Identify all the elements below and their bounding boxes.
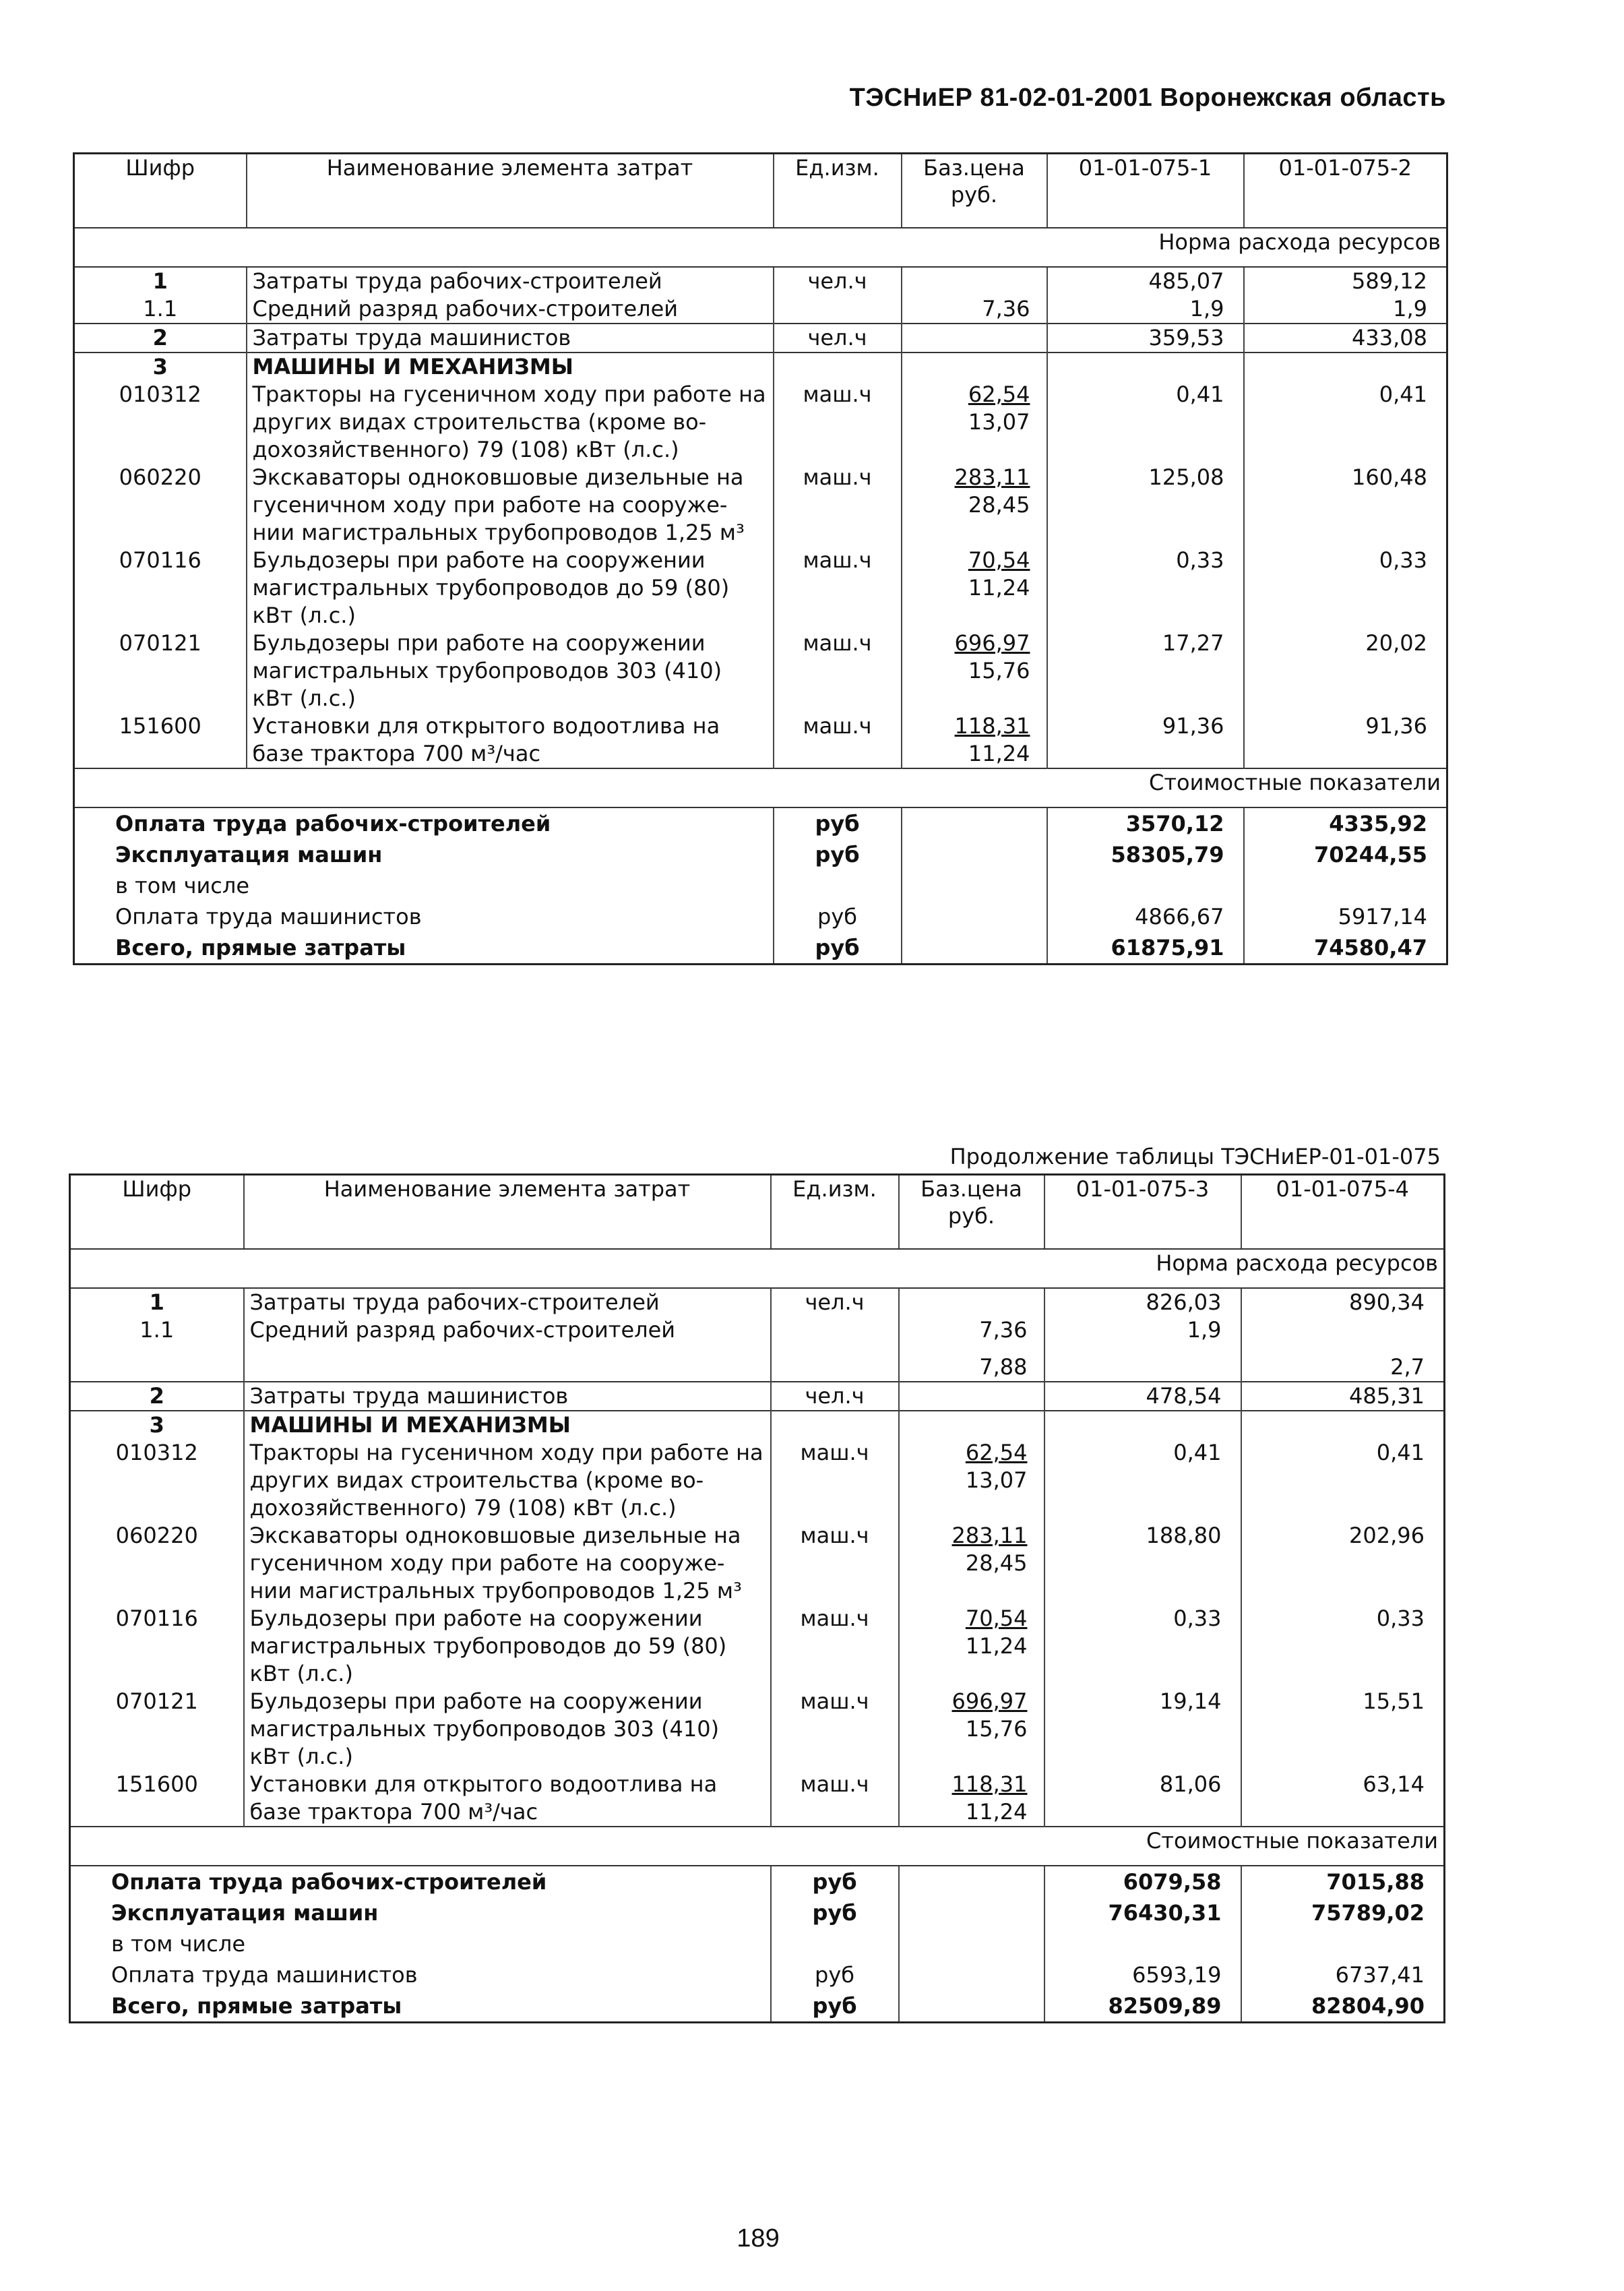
row-unit xyxy=(774,353,902,381)
table-row xyxy=(70,1439,1445,1522)
norm-value-a: 1,9 xyxy=(1047,295,1244,324)
summary-row xyxy=(74,932,1447,965)
price-wage: 15,76 xyxy=(965,1716,1028,1742)
row-name: Затраты труда рабочих-строителей xyxy=(247,267,774,295)
summary-unit: руб xyxy=(771,1959,899,1990)
summary-value-a xyxy=(1047,870,1244,901)
table-row xyxy=(74,464,1447,547)
row-price xyxy=(902,353,1047,381)
norm-value-a: 0,41 xyxy=(1044,1439,1241,1522)
row-code: 010312 xyxy=(115,1440,198,1465)
column-header-norm-b: 01-01-075-2 xyxy=(1244,154,1447,228)
summary-row xyxy=(70,1928,1445,1959)
price-wage: 11,24 xyxy=(968,741,1030,766)
table-row xyxy=(74,712,1447,768)
row-name: Бульдозеры при работе на сооружении магистральных трубопроводов до 59 (80) кВт (л.с.) xyxy=(247,547,774,630)
row-code: 151600 xyxy=(119,713,201,739)
summary-value-b: 70244,55 xyxy=(1244,839,1447,870)
section-row xyxy=(74,768,1447,807)
summary-row xyxy=(70,1866,1445,1897)
column-header-unit: Ед.изм. xyxy=(771,1175,899,1250)
table-row xyxy=(70,1605,1445,1688)
row-unit xyxy=(771,1316,899,1382)
price-total: 62,54 xyxy=(968,381,1030,407)
row-name: Затраты труда машинистов xyxy=(244,1382,771,1411)
norm-value-a: 478,54 xyxy=(1044,1382,1241,1411)
summary-label: Оплата труда рабочих-строителей xyxy=(74,807,774,839)
summary-price xyxy=(899,1897,1044,1928)
row-name: Бульдозеры при работе на сооружении магистральных трубопроводов 303 (410) кВт (л.с.) xyxy=(247,630,774,712)
norm-value-a: 0,41 xyxy=(1047,381,1244,464)
summary-value-a xyxy=(1044,1928,1241,1959)
summary-price xyxy=(902,932,1047,965)
norm-value-b: 0,41 xyxy=(1244,381,1447,464)
price-wage: 28,45 xyxy=(965,1550,1028,1576)
summary-row xyxy=(70,1897,1445,1928)
price-wage: 11,24 xyxy=(965,1799,1028,1825)
row-name: Бульдозеры при работе на сооружении магистральных трубопроводов 303 (410) кВт (л.с.) xyxy=(244,1688,771,1771)
norm-value-a: 359,53 xyxy=(1047,324,1244,353)
price-wage: 11,24 xyxy=(965,1633,1028,1659)
row-name: МАШИНЫ И МЕХАНИЗМЫ xyxy=(244,1411,771,1439)
norms-table-1 xyxy=(73,152,1448,965)
norm-value-b: 0,41 xyxy=(1241,1439,1445,1522)
table-row xyxy=(70,1688,1445,1771)
row-code: 010312 xyxy=(119,381,201,407)
norm-value-b: 63,14 xyxy=(1241,1771,1445,1827)
summary-label: Всего, прямые затраты xyxy=(111,1993,402,2019)
summary-unit xyxy=(774,870,902,901)
row-price xyxy=(902,381,1047,464)
summary-label: в том числе xyxy=(115,873,249,898)
column-header-code: Шифр xyxy=(70,1175,244,1250)
price-total: 283,11 xyxy=(954,464,1030,490)
summary-unit: руб xyxy=(774,932,902,965)
table-row xyxy=(70,1522,1445,1605)
summary-value-b: 82804,90 xyxy=(1241,1990,1445,2023)
row-code: 070116 xyxy=(115,1606,198,1631)
summary-unit: руб xyxy=(774,807,902,839)
norm-value-b: 1,9 xyxy=(1244,295,1447,324)
summary-value-b: 6737,41 xyxy=(1241,1959,1445,1990)
row-code: 1.1 xyxy=(143,296,178,322)
row-name: Установки для открытого водоотлива на базе трактора 700 м³/час xyxy=(247,712,774,768)
row-code: 2 xyxy=(70,1382,244,1411)
norm-value-b: 91,36 xyxy=(1244,712,1447,768)
summary-price xyxy=(899,1959,1044,1990)
row-name: Затраты труда машинистов xyxy=(247,324,774,353)
column-header-name: Наименование элемента затрат xyxy=(244,1175,771,1250)
table-row xyxy=(74,295,1447,324)
summary-unit: руб xyxy=(771,1866,899,1897)
row-price xyxy=(902,547,1047,630)
table-row xyxy=(70,1771,1445,1827)
table-row xyxy=(70,1288,1445,1316)
summary-row xyxy=(74,901,1447,932)
row-price xyxy=(899,1382,1044,1411)
row-price xyxy=(899,1771,1044,1827)
column-header-name: Наименование элемента затрат xyxy=(247,154,774,228)
row-name: Бульдозеры при работе на сооружении магистральных трубопроводов до 59 (80) кВт (л.с.) xyxy=(244,1605,771,1688)
row-unit: маш.ч xyxy=(771,1522,899,1605)
norm-value-b: 485,31 xyxy=(1241,1382,1445,1411)
table-row xyxy=(74,324,1447,353)
summary-unit xyxy=(771,1928,899,1959)
row-name: Тракторы на гусеничном ходу при работе на других видах строительства (кроме во-дохозяйственного) 79 (108) кВт (л.с.) xyxy=(247,381,774,464)
norm-value-a: 1,9 xyxy=(1044,1316,1241,1382)
summary-row xyxy=(74,870,1447,901)
summary-price xyxy=(899,1866,1044,1897)
table-row xyxy=(74,630,1447,712)
price-wage: 11,24 xyxy=(968,575,1030,601)
row-code: 2 xyxy=(74,324,247,353)
summary-value-b: 5917,14 xyxy=(1244,901,1447,932)
price-total: 118,31 xyxy=(954,713,1030,739)
row-name: МАШИНЫ И МЕХАНИЗМЫ xyxy=(247,353,774,381)
norm-value-a: 17,27 xyxy=(1047,630,1244,712)
row-code: 1 xyxy=(70,1288,244,1316)
norm-value-a: 125,08 xyxy=(1047,464,1244,547)
row-name: Тракторы на гусеничном ходу при работе на других видах строительства (кроме во-дохозяйственного) 79 (108) кВт (л.с.) xyxy=(244,1439,771,1522)
row-unit: чел.ч xyxy=(771,1288,899,1316)
norm-value-b: 20,02 xyxy=(1244,630,1447,712)
summary-unit: руб xyxy=(771,1990,899,2023)
document-header: ТЭСНиЕР 81-02-01-2001 Воронежская область xyxy=(849,84,1446,112)
price-value-2: 7,88 xyxy=(979,1354,1028,1380)
table-row xyxy=(70,1411,1445,1439)
summary-label: Оплата труда рабочих-строителей xyxy=(70,1866,771,1897)
section-label-norm: Норма расхода ресурсов xyxy=(70,1249,1445,1288)
table-row xyxy=(74,381,1447,464)
row-price xyxy=(899,1316,1044,1382)
page-number: 189 xyxy=(737,2224,780,2253)
row-unit: маш.ч xyxy=(774,630,902,712)
row-code: 3 xyxy=(70,1411,244,1439)
row-code: 3 xyxy=(74,353,247,381)
norm-value-b: 433,08 xyxy=(1244,324,1447,353)
row-code: 1.1 xyxy=(139,1317,175,1343)
column-header-price: Баз.цена руб. xyxy=(899,1175,1044,1250)
row-price xyxy=(902,267,1047,295)
summary-price xyxy=(902,870,1047,901)
summary-label: Оплата труда машинистов xyxy=(111,1962,418,1988)
row-unit: маш.ч xyxy=(774,464,902,547)
summary-label: Всего, прямые затраты xyxy=(115,935,406,960)
summary-value-a: 58305,79 xyxy=(1047,839,1244,870)
table-row xyxy=(70,1316,1445,1382)
summary-price xyxy=(902,839,1047,870)
table-row xyxy=(74,547,1447,630)
summary-value-a: 6079,58 xyxy=(1044,1866,1241,1897)
row-code: 060220 xyxy=(119,464,201,490)
summary-value-b: 4335,92 xyxy=(1244,807,1447,839)
price-total: 62,54 xyxy=(965,1440,1028,1465)
norm-value-b: 890,34 xyxy=(1241,1288,1445,1316)
row-name: Средний разряд рабочих-строителей xyxy=(247,295,774,324)
price-value: 7,36 xyxy=(979,1317,1028,1343)
norm-value-a: 485,07 xyxy=(1047,267,1244,295)
row-unit: чел.ч xyxy=(774,267,902,295)
summary-value-a: 3570,12 xyxy=(1047,807,1244,839)
norm-value-b xyxy=(1241,1411,1445,1439)
row-unit: маш.ч xyxy=(771,1439,899,1522)
section-row xyxy=(74,228,1447,267)
table-row xyxy=(74,267,1447,295)
norm-value-a: 91,36 xyxy=(1047,712,1244,768)
row-price xyxy=(899,1605,1044,1688)
section-row xyxy=(70,1827,1445,1866)
summary-price xyxy=(899,1990,1044,2023)
summary-row xyxy=(74,839,1447,870)
summary-value-a: 6593,19 xyxy=(1044,1959,1241,1990)
column-header-norm-b: 01-01-075-4 xyxy=(1241,1175,1445,1250)
norm-value-a xyxy=(1044,1411,1241,1439)
price-wage: 13,07 xyxy=(965,1467,1028,1493)
table-row xyxy=(70,1382,1445,1411)
column-header-unit: Ед.изм. xyxy=(774,154,902,228)
price-total: 696,97 xyxy=(951,1688,1028,1714)
table-header-row xyxy=(74,154,1447,228)
price-total: 70,54 xyxy=(968,547,1030,573)
summary-value-b xyxy=(1241,1928,1445,1959)
row-price xyxy=(899,1288,1044,1316)
summary-value-a: 61875,91 xyxy=(1047,932,1244,965)
row-unit: маш.ч xyxy=(771,1771,899,1827)
norm-value-a: 81,06 xyxy=(1044,1771,1241,1827)
summary-value-b: 7015,88 xyxy=(1241,1866,1445,1897)
norm-value-a: 826,03 xyxy=(1044,1288,1241,1316)
row-name: Экскаваторы одноковшовые дизельные на гусеничном ходу при работе на сооруже-нии магистральных трубопроводов 1,25 м³ xyxy=(244,1522,771,1605)
price-total: 283,11 xyxy=(951,1523,1028,1548)
summary-row xyxy=(74,807,1447,839)
summary-row xyxy=(70,1990,1445,2023)
summary-price xyxy=(902,807,1047,839)
norm-value-b: 0,33 xyxy=(1244,547,1447,630)
price-wage: 15,76 xyxy=(968,658,1030,683)
continuation-caption: Продолжение таблицы ТЭСНиЕР-01-01-075 xyxy=(949,1144,1441,1169)
row-price xyxy=(899,1439,1044,1522)
summary-label: Эксплуатация машин xyxy=(115,842,383,867)
row-code: 070121 xyxy=(119,630,201,656)
row-unit: маш.ч xyxy=(774,712,902,768)
norm-value-b: 202,96 xyxy=(1241,1522,1445,1605)
section-row xyxy=(70,1249,1445,1288)
norm-value-b: 0,33 xyxy=(1241,1605,1445,1688)
section-label-cost: Стоимостные показатели xyxy=(74,768,1447,807)
row-price xyxy=(899,1411,1044,1439)
summary-value-a: 4866,67 xyxy=(1047,901,1244,932)
row-unit: маш.ч xyxy=(774,547,902,630)
column-header-price: Баз.цена руб. xyxy=(902,154,1047,228)
row-code: 1 xyxy=(74,267,247,295)
column-header-norm-a: 01-01-075-3 xyxy=(1044,1175,1241,1250)
norm-value-a: 0,33 xyxy=(1047,547,1244,630)
row-name: Экскаваторы одноковшовые дизельные на гусеничном ходу при работе на сооруже-нии магистральных трубопроводов 1,25 м³ xyxy=(247,464,774,547)
summary-value-a: 82509,89 xyxy=(1044,1990,1241,2023)
row-name: Установки для открытого водоотлива на базе трактора 700 м³/час xyxy=(244,1771,771,1827)
norm-value-a: 0,33 xyxy=(1044,1605,1241,1688)
column-header-code: Шифр xyxy=(74,154,247,228)
norm-value-b: 589,12 xyxy=(1244,267,1447,295)
price-value: 7,36 xyxy=(982,296,1030,322)
summary-label: Эксплуатация машин xyxy=(111,1900,379,1926)
row-price xyxy=(902,324,1047,353)
table-header-row xyxy=(70,1175,1445,1250)
row-price xyxy=(899,1522,1044,1605)
column-header-norm-a: 01-01-075-1 xyxy=(1047,154,1244,228)
row-unit: чел.ч xyxy=(771,1382,899,1411)
summary-value-b xyxy=(1244,870,1447,901)
row-code: 151600 xyxy=(115,1771,198,1797)
price-total: 118,31 xyxy=(951,1771,1028,1797)
table-row xyxy=(74,353,1447,381)
row-name: Средний разряд рабочих-строителей xyxy=(244,1316,771,1382)
row-unit xyxy=(774,295,902,324)
summary-unit: руб xyxy=(771,1897,899,1928)
row-code: 070116 xyxy=(119,547,201,573)
price-wage: 13,07 xyxy=(968,409,1030,435)
summary-label: Оплата труда машинистов xyxy=(115,904,422,929)
summary-value-b: 75789,02 xyxy=(1241,1897,1445,1928)
row-name: Затраты труда рабочих-строителей xyxy=(244,1288,771,1316)
norm-value-a xyxy=(1047,353,1244,381)
norm-value-b: 160,48 xyxy=(1244,464,1447,547)
norm-value-b: 2,7 xyxy=(1241,1316,1445,1382)
price-total: 70,54 xyxy=(965,1606,1028,1631)
summary-unit: руб xyxy=(774,839,902,870)
summary-unit: руб xyxy=(774,901,902,932)
row-price xyxy=(902,464,1047,547)
summary-value-a: 76430,31 xyxy=(1044,1897,1241,1928)
price-wage: 28,45 xyxy=(968,492,1030,518)
row-price xyxy=(902,630,1047,712)
row-unit: маш.ч xyxy=(771,1688,899,1771)
norm-value-b xyxy=(1244,353,1447,381)
norm-value-a: 19,14 xyxy=(1044,1688,1241,1771)
summary-value-b: 74580,47 xyxy=(1244,932,1447,965)
summary-label: в том числе xyxy=(111,1931,245,1957)
price-total: 696,97 xyxy=(954,630,1030,656)
row-unit xyxy=(771,1411,899,1439)
row-unit: маш.ч xyxy=(771,1605,899,1688)
row-price xyxy=(902,295,1047,324)
row-unit: чел.ч xyxy=(774,324,902,353)
row-code: 060220 xyxy=(115,1523,198,1548)
row-price xyxy=(899,1688,1044,1771)
row-price xyxy=(902,712,1047,768)
row-code: 070121 xyxy=(115,1688,198,1714)
summary-row xyxy=(70,1959,1445,1990)
summary-price xyxy=(899,1928,1044,1959)
norms-table-2 xyxy=(69,1173,1445,2023)
norm-value-b: 15,51 xyxy=(1241,1688,1445,1771)
section-label-norm: Норма расхода ресурсов xyxy=(74,228,1447,267)
section-label-cost: Стоимостные показатели xyxy=(70,1827,1445,1866)
summary-price xyxy=(902,901,1047,932)
norm-value-a: 188,80 xyxy=(1044,1522,1241,1605)
row-unit: маш.ч xyxy=(774,381,902,464)
